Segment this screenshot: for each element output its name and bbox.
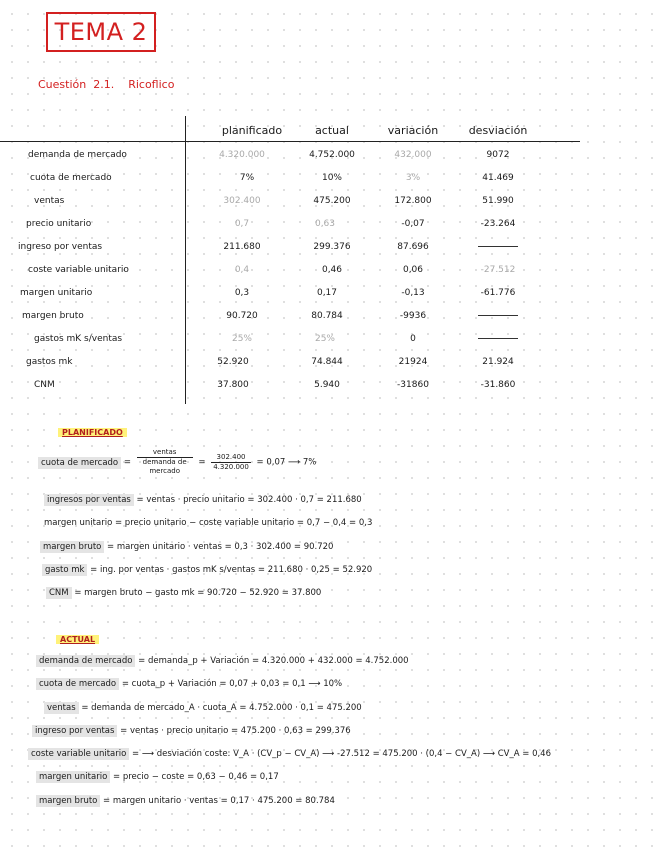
cell-desviacion-empty	[458, 334, 538, 344]
table-row	[0, 357, 656, 375]
cell-desviacion: -61.776	[480, 288, 516, 298]
cell-actual: 0,17	[316, 288, 338, 298]
cell-variacion: 432.000	[394, 150, 432, 160]
cuota-result: = 0,07 ⟶ 7%	[256, 457, 317, 468]
cell-actual: 25%	[314, 334, 335, 344]
formula-text: = demanda_p + Variación = 4.320.000 + 432.000 = 4.752.000	[135, 656, 409, 666]
formula-text: = ing. por ventas · gastos mK s/ventas = 211.680 · 0,25 = 52.920	[87, 565, 373, 575]
formula-tag: ingresos por ventas	[44, 494, 134, 506]
row-label: coste variable unitario	[28, 265, 129, 275]
cell-desviacion: 9072	[486, 150, 510, 160]
cell-planificado: 7%	[239, 173, 255, 183]
fraction-denominator: 4.320.000	[213, 462, 249, 471]
cell-variacion: 0	[410, 334, 416, 344]
formula-line	[42, 565, 372, 575]
cell-variacion: -9936	[399, 311, 427, 321]
table-row	[0, 150, 656, 168]
fraction-numerator: 302.400	[211, 453, 251, 463]
table-row	[0, 219, 656, 237]
fraction-symbolic	[137, 448, 193, 476]
cell-planificado: 0,3	[234, 288, 250, 298]
page-title: TEMA 2	[46, 12, 156, 52]
cell-planificado: 4.320.000	[219, 150, 265, 160]
formula-text: = margen unitario · ventas = 0,3 · 302.400 = 90.720	[104, 542, 334, 552]
table-row	[0, 311, 656, 329]
cell-variacion: 21924	[398, 357, 428, 367]
formula-tag: ingreso por ventas	[32, 725, 117, 737]
formula-text: = ventas · precio unitario = 302.400 · 0,7 = 211.680	[133, 495, 362, 505]
row-label: ventas	[34, 196, 65, 206]
formula-text: = demanda de mercado_A · cuota_A = 4.752.000 · 0,1 = 475.200	[78, 703, 362, 713]
formula-text: = precio − coste = 0,63 − 0,46 = 0,17	[110, 772, 279, 782]
cell-variacion: -0,13	[401, 288, 425, 298]
cell-desviacion: -23.264	[480, 219, 516, 229]
formula-tag: CNM	[46, 587, 72, 599]
row-label: CNM	[34, 380, 55, 390]
formula-line	[28, 749, 551, 759]
cell-planificado: 0,7	[234, 219, 250, 229]
cell-planificado: 25%	[231, 334, 252, 344]
cell-variacion: -31860	[397, 380, 429, 390]
formula-line	[36, 656, 409, 666]
cell-variacion: 0,06	[402, 265, 424, 275]
formula-text: = margen bruto − gasto mk = 90.720 − 52.920 = 37.800	[71, 588, 322, 598]
cell-variacion: 3%	[405, 173, 421, 183]
row-label: cuota de mercado	[30, 173, 112, 183]
formula-line	[46, 588, 321, 598]
dash-mark	[478, 315, 518, 316]
row-label: gastos mK s/ventas	[34, 334, 123, 344]
formula-text: = ventas · precio unitario = 475.200 · 0,63 = 299.376	[117, 726, 351, 736]
formula-text: = cuota_p + Variación = 0,07 + 0,03 = 0,1 ⟶ 10%	[119, 679, 343, 689]
formula-line	[36, 679, 342, 689]
cell-actual: 10%	[321, 173, 342, 183]
cell-actual: 0,46	[321, 265, 343, 275]
formula-line	[36, 796, 335, 806]
cell-actual: 0,63	[314, 219, 336, 229]
col-header-variacion: variación	[387, 124, 439, 137]
dash-mark	[478, 246, 518, 247]
cell-desviacion: 51.990	[482, 196, 514, 206]
cell-actual: 299.376	[313, 242, 351, 252]
table-row	[0, 173, 656, 191]
cell-actual: 4.752.000	[309, 150, 355, 160]
table-header-rule	[0, 141, 580, 142]
table-row	[0, 380, 656, 398]
cuota-formula: cuota de mercado = $\frac{\text{ventas}}{\text{demanda de mercado}}$ = $\frac{302.400}{4.320.000}$ = 0,07 ⟶ 7%	[38, 448, 316, 476]
formula-text: = ⟶ desviación coste: V_A · (CV_p − CV_A) ⟶ -27.512 = 475.200 · (0,4 − CV_A) ⟶ CV_A = 0,46	[129, 749, 551, 759]
formula-text: = margen unitario · ventas = 0,17 · 475.200 = 80.784	[100, 796, 335, 806]
fraction-numerator: ventas	[137, 448, 193, 458]
planificado-heading: PLANIFICADO	[58, 428, 127, 437]
row-label: demanda de mercado	[28, 150, 127, 160]
formula-tag: margen bruto	[40, 541, 104, 553]
row-label: gastos mk	[26, 357, 73, 367]
cell-desviacion-empty	[458, 242, 538, 252]
table-row	[0, 265, 656, 283]
cell-planificado: 37.800	[217, 380, 249, 390]
cell-actual: 475.200	[313, 196, 351, 206]
cell-desviacion: -27.512	[480, 265, 516, 275]
cell-actual: 5.940	[314, 380, 340, 390]
cell-variacion: 172.800	[394, 196, 432, 206]
table-row	[0, 334, 656, 352]
formula-tag: margen bruto	[36, 795, 100, 807]
cuota-label: cuota de mercado	[38, 457, 121, 469]
dash-mark	[478, 338, 518, 339]
cell-desviacion-empty	[458, 311, 538, 321]
col-header-actual: actual	[315, 124, 349, 137]
question-heading: Cuestión 2.1. Ricoflico	[38, 78, 175, 91]
table-row	[0, 242, 656, 260]
row-label: margen unitario	[20, 288, 93, 298]
formula-tag: coste variable unitario	[28, 748, 129, 760]
cell-planificado: 302.400	[223, 196, 261, 206]
formula-line	[40, 542, 333, 552]
formula-tag: ventas	[44, 702, 79, 714]
table-row	[0, 288, 656, 306]
row-label: ingreso por ventas	[18, 242, 103, 252]
cell-actual: 74.844	[311, 357, 343, 367]
formula-tag: margen unitario	[36, 771, 110, 783]
cell-planificado: 52.920	[217, 357, 249, 367]
cell-planificado: 211.680	[223, 242, 261, 252]
cell-planificado: 90.720	[226, 311, 258, 321]
cell-variacion: 87.696	[397, 242, 429, 252]
row-label: margen bruto	[22, 311, 84, 321]
cell-desviacion: -31.860	[480, 380, 516, 390]
formula-line	[44, 495, 362, 505]
cell-variacion: -0,07	[401, 219, 425, 229]
actual-heading: ACTUAL	[56, 635, 99, 644]
formula-tag: demanda de mercado	[36, 655, 135, 667]
col-header-desviacion: desviación	[468, 124, 528, 137]
formula-text: margen unitario = precio unitario − coste variable unitario = 0,7 − 0,4 = 0,3	[44, 518, 373, 528]
formula-tag: gasto mk	[42, 564, 87, 576]
table-row	[0, 196, 656, 214]
col-header-planificado: planificado	[221, 124, 283, 137]
row-label: precio unitario	[26, 219, 92, 229]
formula-line	[36, 772, 279, 782]
cell-planificado: 0,4	[234, 265, 250, 275]
fraction-numeric	[211, 453, 251, 472]
formula-line	[44, 703, 362, 713]
cell-desviacion: 21.924	[482, 357, 514, 367]
fraction-denominator: demanda de mercado	[142, 458, 187, 475]
cell-desviacion: 41.469	[482, 173, 514, 183]
cell-actual: 80.784	[311, 311, 343, 321]
formula-line	[44, 518, 372, 528]
formula-line	[32, 726, 351, 736]
formula-tag: cuota de mercado	[36, 678, 119, 690]
